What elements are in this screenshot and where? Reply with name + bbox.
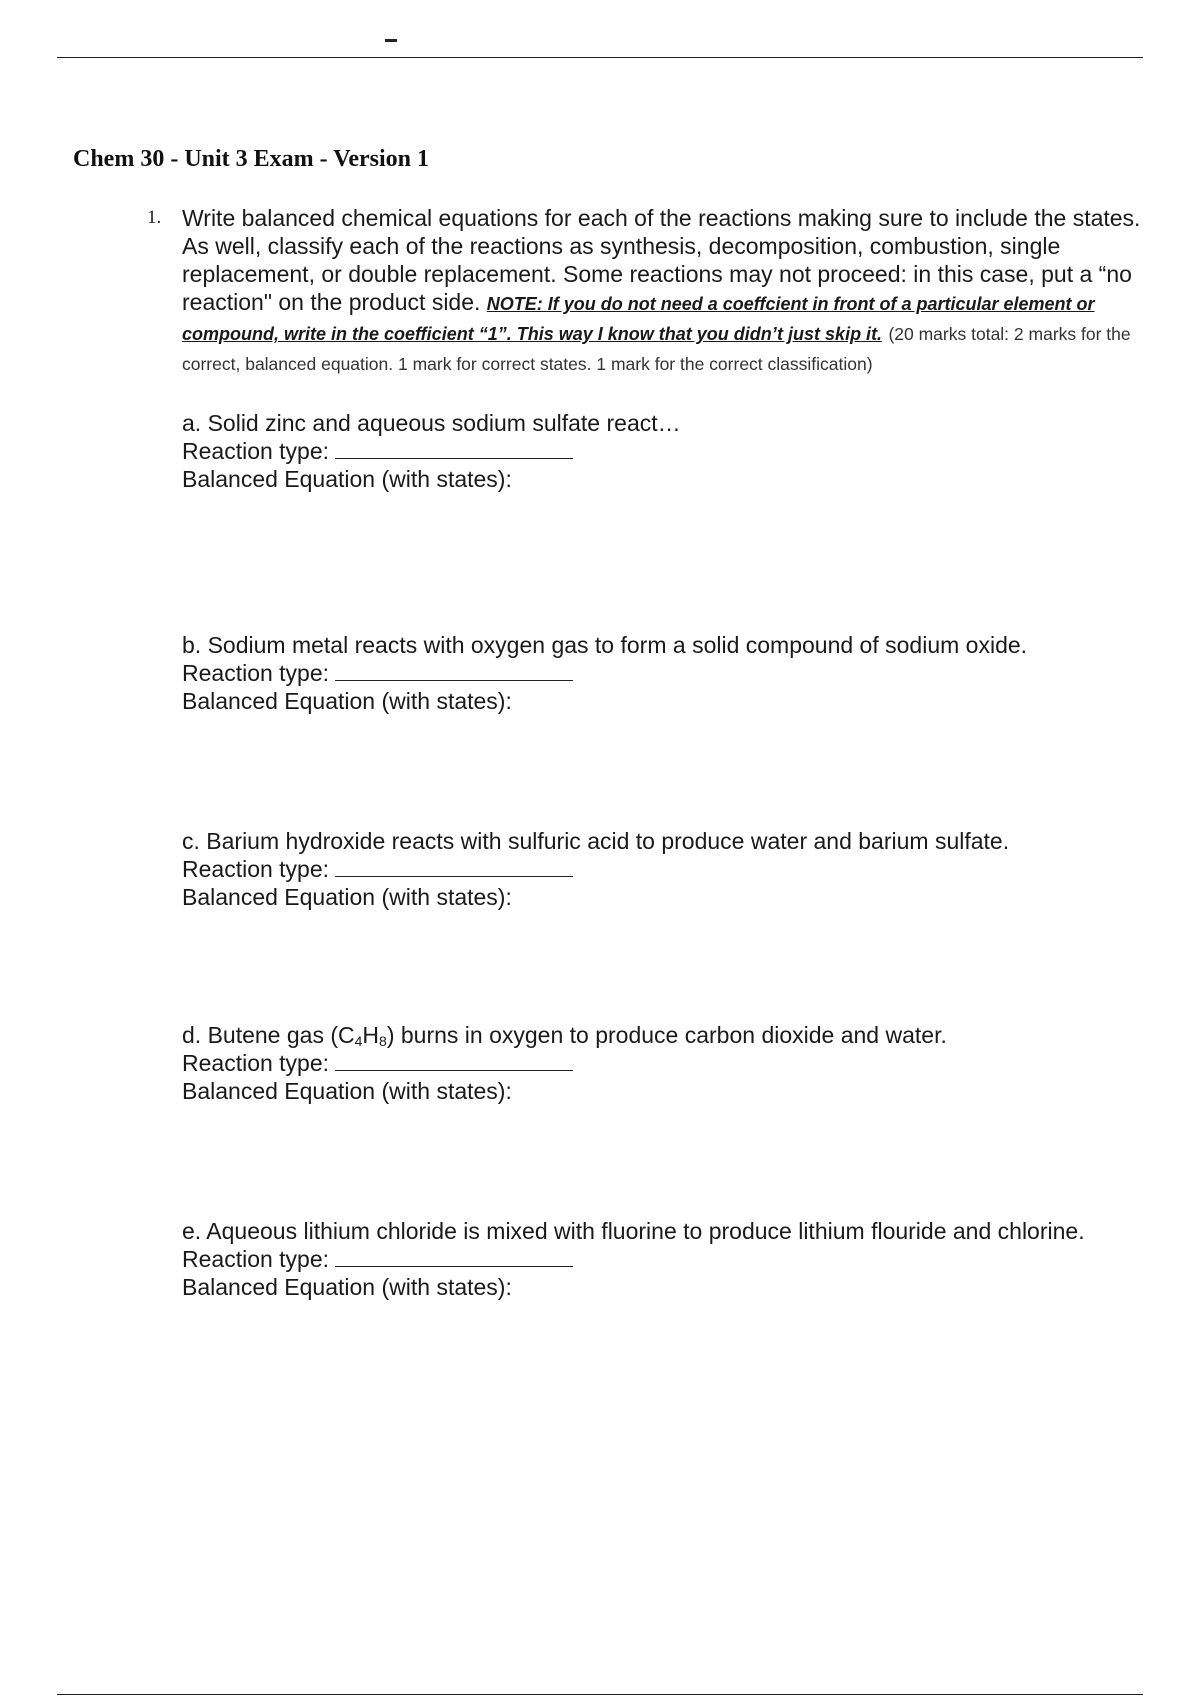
part-e: [182, 1217, 1162, 1301]
balanced-equation-label: Balanced Equation (with states):: [182, 884, 512, 910]
instructions-text: Write balanced chemical equations for each of the reactions making sure to include the states. As well, classify each of the reactions as synthesis, decomposition, combustion, single replacement, or double replacement. Some reactions may not proceed: in this case, put a “no reaction" on the product side.: [182, 205, 1141, 315]
header-mark: [385, 39, 397, 42]
balanced-equation-label: Balanced Equation (with states):: [182, 1274, 512, 1300]
part-prompt: a. Solid zinc and aqueous sodium sulfate react…: [182, 410, 681, 436]
question-number: 1.: [147, 207, 162, 228]
part-a: [182, 409, 1162, 493]
reaction-type-blank[interactable]: [335, 1050, 573, 1071]
balanced-equation-label: Balanced Equation (with states):: [182, 1078, 512, 1104]
reaction-type-line: Reaction type:: [182, 1245, 1162, 1273]
reaction-type-line: Reaction type:: [182, 659, 1162, 687]
reaction-type-blank[interactable]: [335, 856, 573, 877]
part-prompt: e. Aqueous lithium chloride is mixed with fluorine to produce lithium flouride and chlorine.: [182, 1218, 1085, 1244]
balanced-equation-label: Balanced Equation (with states):: [182, 688, 512, 714]
part-d: [182, 1021, 1162, 1105]
part-prompt: b. Sodium metal reacts with oxygen gas to form a solid compound of sodium oxide.: [182, 632, 1028, 658]
bottom-rule: [57, 1694, 1143, 1695]
reaction-type-line: Reaction type:: [182, 1049, 1162, 1077]
top-rule: [57, 57, 1143, 58]
instructions-note: NOTE: If you do not need a coeffcient in front of a particular element or compound, write in the coefficient “1”. This way I know that you didn’t just skip it.: [182, 294, 1095, 344]
reaction-type-blank[interactable]: [335, 660, 573, 681]
reaction-type-line: Reaction type:: [182, 437, 1162, 465]
part-b: [182, 631, 1162, 715]
page-title: Chem 30 - Unit 3 Exam - Version 1: [73, 146, 430, 172]
reaction-type-line: Reaction type:: [182, 855, 1162, 883]
part-c: [182, 827, 1162, 911]
part-prompt: c. Barium hydroxide reacts with sulfuric acid to produce water and barium sulfate.: [182, 828, 1010, 854]
reaction-type-blank[interactable]: [335, 438, 573, 459]
part-prompt: d. Butene gas $(C_4H_8)$ burns in oxygen to produce carbon dioxide and water.: [182, 1022, 947, 1049]
balanced-equation-label: Balanced Equation (with states):: [182, 466, 512, 492]
marks-info: (20 marks total: 2 marks for the correct, balanced equation. 1 mark for correct states. 1 mark for the correct classification): [182, 324, 1131, 374]
question-instructions: [182, 204, 1162, 376]
reaction-type-blank[interactable]: [335, 1246, 573, 1267]
